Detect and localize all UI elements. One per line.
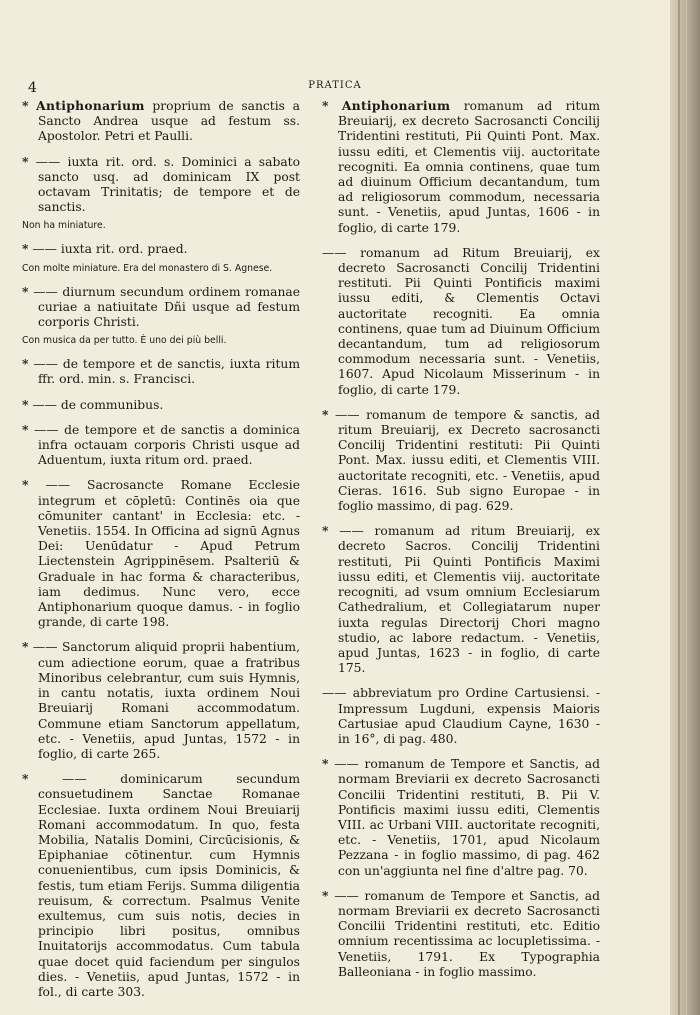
catalog-entry xyxy=(22,284,300,331)
catalog-entry xyxy=(22,241,300,257)
left-column xyxy=(22,98,300,1009)
entry-text: —— romanum de Tempore et Sanctis, ad normam Breviarii ex decreto Sacrosancti Concilii Tridentini restituti, B. Pii V. Pontificis maximi iussu editi, Clementis VIII. ac Urbani VIII. auctoritate recogniti, etc. - Venetiis, 1701, apud Nicolaum Pezzana - in foglio massimo, di pag. 462 con un'aggiunta nel fine d'altre pag. 70. xyxy=(328,757,600,878)
asterisk-mark: * xyxy=(22,356,29,372)
entry-heading: Antiphonarium xyxy=(341,98,451,113)
catalog-entry xyxy=(22,639,300,762)
catalog-entry xyxy=(322,98,600,236)
catalog-entry xyxy=(322,685,600,747)
entry-text: —— romanum de Tempore et Sanctis, ad normam Breviarii ex decreto Sacrosancti Concilii Tridentini restituti, etc. Editio omnium recentissima ac locupletissima. - Venetiis, 1791. Ex Typographia Balleoniana - in foglio massimo. xyxy=(328,888,600,979)
asterisk-mark: * xyxy=(22,241,29,257)
catalog-entry xyxy=(22,356,300,387)
editor-note: Con molte miniature. Era del monastero di S. Agnese. xyxy=(22,262,273,274)
asterisk-mark: * xyxy=(322,756,329,772)
entry-text: romanum ad ritum Breuiarij, ex decreto Sacrosancti Concilij Tridentini restituti, Pii Quinti Pont. Max. iussu editi, et Clementis viij. auctoritate recogniti. Ea omnia continens, quae tum ad diuinum Officium decantandum, tum ad religiosorum commodum, necessaria sunt. - Venetiis, apud Juntas, 1606 - in foglio, di carte 179. xyxy=(338,99,600,235)
entry-text: —— abbreviatum pro Ordine Cartusiensi. - Impressum Lugduni, expensis Maioris Cartusiae apud Claudium Cayne, 1630 - in 16°, di pag. 480. xyxy=(322,686,600,746)
catalog-entry xyxy=(22,397,300,413)
entry-text: —— iuxta rit. ord. s. Dominici a sabato sancto usq. ad dominicam IX post octavam Trinitatis; de tempore et de sanctis. xyxy=(28,154,300,215)
asterisk-mark: * xyxy=(322,406,329,422)
catalog-entry xyxy=(322,888,600,980)
asterisk-mark: * xyxy=(22,421,29,437)
catalog-entry xyxy=(22,771,300,1000)
entry-text: —— de communibus. xyxy=(28,397,164,412)
book-gutter xyxy=(670,0,700,1015)
editor-note: Con musica da per tutto. È uno dei più belli. xyxy=(22,335,227,347)
catalog-entry xyxy=(22,154,300,216)
catalog-entry xyxy=(22,98,300,145)
asterisk-mark: * xyxy=(22,283,29,299)
asterisk-mark: * xyxy=(22,153,29,169)
asterisk-mark: * xyxy=(22,639,29,655)
entry-text: —— de tempore et de sanctis a dominica infra octauam corporis Christi usque ad Aduentum, iuxta ritum ord. praed. xyxy=(28,422,300,468)
catalog-entry xyxy=(322,523,600,676)
entry-heading: Antiphonarium xyxy=(36,98,145,113)
right-column xyxy=(322,98,600,989)
running-head: PRATICA xyxy=(308,80,362,91)
catalog-entry xyxy=(22,422,300,469)
asterisk-mark: * xyxy=(22,771,29,787)
entry-text: —— Sanctorum aliquid proprii habentium, cum adiectione eorum, quae a fratribus Minoribus celebrantur, cum suis Hymnis, in cantu notatis, iuxta ordinem Noui Breuiarij Romani accommodatum. Commune etiam Sanctorum appellatum, etc. - Venetiis, apud Juntas, 1572 - in foglio, di carte 265. xyxy=(28,640,300,761)
entry-text: —— Sacrosancte Romane Ecclesie integrum et cōpletū: Continēs oia que cōmuniter cantant' in Ecclesia: etc. - Venetiis. 1554. In Officina ad signū Agnus Dei: Uenūdatur - Apud Petrum Liectenstein Agrippinēsem. Psalteriū & Graduale in hac forma & characteribus, iam dedimus. Nunc vero, ecce Antiphonarium quoque damus. - in foglio grande, di carte 198. xyxy=(28,478,300,630)
entry-text: —— dominicarum secundum consuetudinem Sanctae Romanae Ecclesiae. Iuxta ordinem Noui Breuiarij Romani accommodatum. In quo, festa Mobilia, Natalis Domini, Circūcisionis, & Epiphaniae cōtinentur. cum Hymnis conuenientibus, cum ipsis Dominicis, & festis, tum etiam Ferijs. Summa diligentia reuisum, & correctum. Psalmus Venite exultemus, cum suis notis, decies in principio libri positus, omnibus Inuitatorijs accommodatus. Cum tabula quae docet quid faciendum per singulos dies. - Venetiis, apud Juntas, 1572 - in fol., di carte 303. xyxy=(28,772,300,999)
entry-text: —— romanum ad ritum Breuiarij, ex decreto Sacros. Concilij Tridentini restituti, Pii Quinti Pontificis Maximi iussu editi, et Clementis viij. auctoritate recogniti, ad vsum omnium Ecclesiarum Cathedralium, et Collegiatarum nuper iuxta regulas Directorij Chori magno studio, ac labore redactum. - Venetiis, apud Juntas, 1623 - in foglio, di carte 175. xyxy=(328,524,600,676)
entry-text: —— iuxta rit. ord. praed. xyxy=(28,242,188,257)
entry-text: —— romanum de tempore & sanctis, ad ritum Breuiarij, ex Decreto sacrosancti Concilij Tridentini restituti: Pii Quinti Pont. Max. iussu editi, et Clementis VIII. auctoritate recogniti, etc. - Venetiis, apud Cieras. 1616. Sub signo Europae - in foglio massimo, di pag. 629. xyxy=(328,407,600,514)
catalog-entry xyxy=(322,756,600,879)
entry-text: —— de tempore et de sanctis, iuxta ritum ffr. ord. min. s. Francisci. xyxy=(28,357,300,387)
entry-text: —— romanum ad Ritum Breuiarij, ex decreto Sacrosancti Concilij Tridentini restituti. Pii Quinti Pontificis maximi iussu editi, & Clementis Octavi auctoritate recogniti. Ea omnia continens, quae tum ad Diuinum Officium decantandum, tum ad religiosorum commodum necessaria sunt. - Venetiis, 1607. Apud Nicolaum Misserinum - in foglio, di carte 179. xyxy=(322,245,600,397)
catalog-entry xyxy=(322,407,600,514)
asterisk-mark: * xyxy=(22,477,29,493)
page-number: 4 xyxy=(28,80,37,96)
asterisk-mark: * xyxy=(322,98,329,113)
editor-note: Non ha miniature. xyxy=(22,220,106,232)
asterisk-mark: * xyxy=(322,523,329,539)
catalog-entry xyxy=(322,245,600,398)
asterisk-mark: * xyxy=(22,396,29,412)
asterisk-mark: * xyxy=(322,887,329,903)
entry-text: proprium de sanctis a Sancto Andrea usque ad festum ss. Apostolor. Petri et Paulli. xyxy=(38,99,300,144)
asterisk-mark: * xyxy=(22,98,29,113)
entry-text: —— diurnum secundum ordinem romanae curiae a natiuitate Dñi usque ad festum corporis Christi. xyxy=(28,284,300,330)
catalog-entry xyxy=(22,477,300,630)
